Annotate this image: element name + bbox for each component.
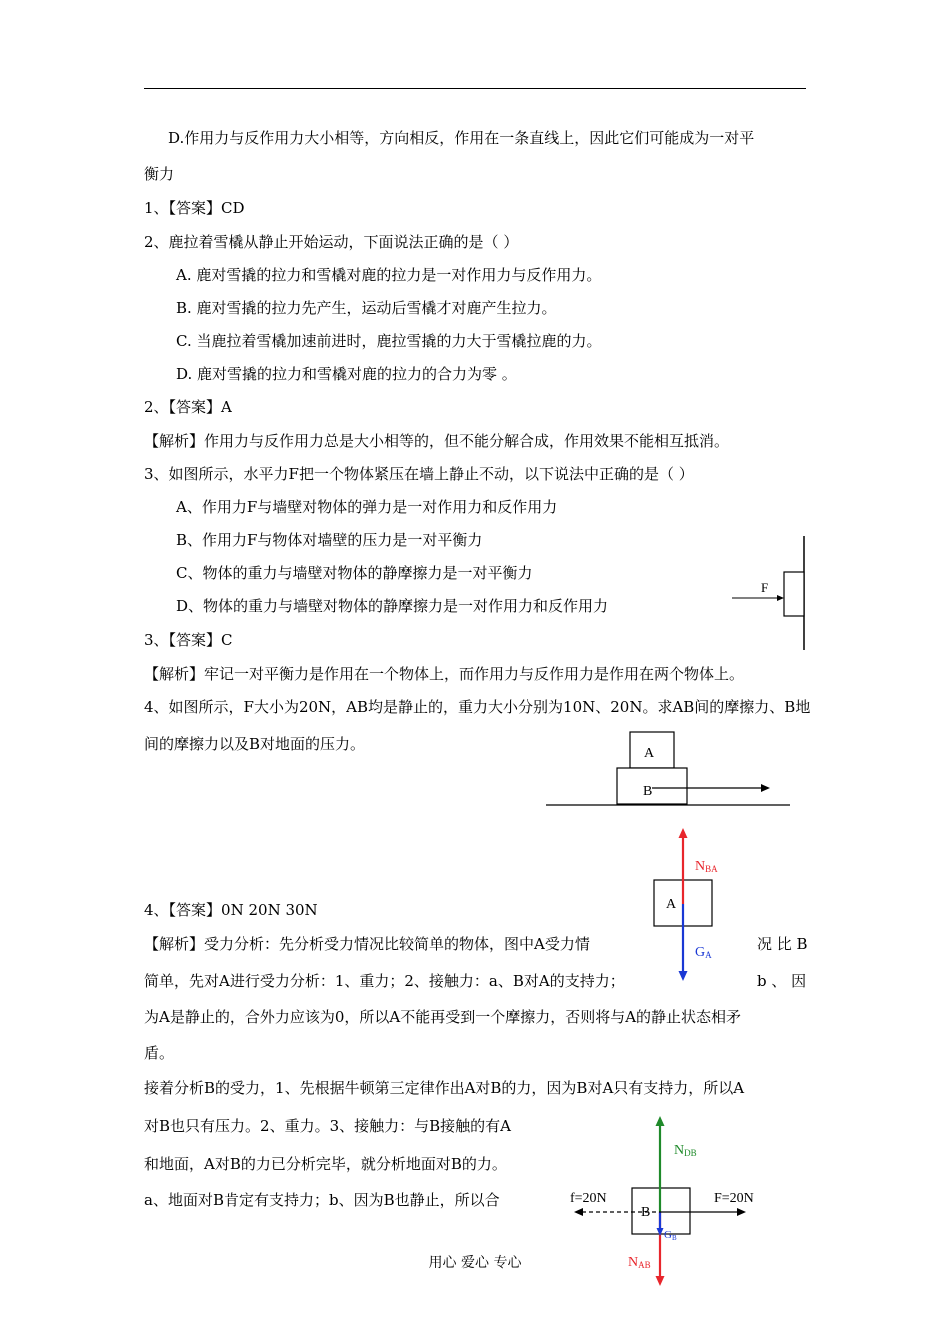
page-footer: 用心 爱心 专心 <box>428 1255 522 1271</box>
text-line: 简单，先对A进行受力分析：1、重力；2、接触力：a、B对A的支持力； <box>144 972 625 990</box>
text-line: b 、 因 <box>757 972 807 990</box>
text-line: 4、如图所示，F大小为20N，AB均是静止的，重力大小分别为10N、20N。求AB间的摩擦力、B地 <box>144 698 811 716</box>
normal-force-arrow-head <box>679 828 688 838</box>
text-line: a、地面对B肯定有支持力；b、因为B也静止，所以合 <box>144 1191 500 1209</box>
text-line: 和地面，A对B的力已分析完毕，就分析地面对B的力。 <box>144 1155 507 1173</box>
text-line: 接着分析B的受力，1、先根据牛顿第三定律作出A对B的力，因为B对A只有支持力，所以A <box>144 1079 745 1097</box>
text-line: D、物体的重力与墙壁对物体的静摩擦力是一对作用力和反作用力 <box>176 597 609 615</box>
text-line: 【解析】作用力与反作用力总是大小相等的，但不能分解合成，作用效果不能相互抵消。 <box>144 432 730 450</box>
text-line: C、物体的重力与墙壁对物体的静摩擦力是一对平衡力 <box>176 564 533 582</box>
friction-label: f=20N <box>570 1191 607 1206</box>
text-line: A、作用力F与墙壁对物体的弹力是一对作用力和反作用力 <box>176 498 558 516</box>
text-line: 2、【答案】A <box>144 398 232 416</box>
applied-force-arrow-head <box>737 1208 746 1216</box>
text-line: 4、【答案】0N 20N 30N <box>144 901 318 919</box>
text-line: B、作用力F与物体对墙壁的压力是一对平衡力 <box>176 531 483 549</box>
text-line: D.作用力与反作用力大小相等，方向相反，作用在一条直线上，因此它们可能成为一对平 <box>168 129 755 147</box>
text-line: B. 鹿对雪撬的拉力先产生，运动后雪橇才对鹿产生拉力。 <box>176 299 557 317</box>
wall-block <box>784 572 804 616</box>
text-line: 间的摩擦力以及B对地面的压力。 <box>144 735 366 753</box>
text-line: D. 鹿对雪撬的拉力和雪橇对鹿的拉力的合力为零 。 <box>176 365 517 383</box>
ground-support-arrow-head <box>656 1116 665 1126</box>
normal-force-label: NBA <box>695 859 718 874</box>
force-arrow-head <box>777 595 784 601</box>
text-line: 3、【答案】C <box>144 631 233 649</box>
text-line: 【解析】牢记一对平衡力是作用在一个物体上，而作用力与反作用力是作用在两个物体上。 <box>144 665 745 683</box>
force-label: F <box>761 580 769 595</box>
header-rule <box>144 88 806 89</box>
text-line: 对B也只有压力。2、重力。3、接触力：与B接触的有A <box>144 1117 511 1135</box>
text-line: 为A是静止的，合外力应该为0，所以A不能再受到一个摩擦力，否则将与A的静止状态相矛 <box>144 1008 742 1026</box>
stacked-blocks-figure <box>540 728 795 810</box>
fbd-a-block-label: A <box>666 897 677 912</box>
force-arrow-head <box>761 784 770 792</box>
text-line: 况 比 B <box>757 935 808 953</box>
gravity-label: GA <box>695 945 712 960</box>
fbd-b-block-label: B <box>641 1205 651 1220</box>
ground-support-label: NDB <box>674 1143 697 1158</box>
text-line: 【解析】受力分析：先分析受力情况比较简单的物体，图中A受力情 <box>144 935 590 953</box>
text-line: A. 鹿对雪撬的拉力和雪橇对鹿的拉力是一对作用力与反作用力。 <box>176 266 602 284</box>
gravity-b-label: GB <box>664 1229 677 1242</box>
pressure-label: NAB <box>628 1255 651 1270</box>
applied-force-label: F=20N <box>714 1191 754 1206</box>
text-line: 2、鹿拉着雪橇从静止开始运动，下面说法正确的是（ ） <box>144 233 519 251</box>
gravity-arrow-head <box>679 971 688 981</box>
text-line: 盾。 <box>144 1044 175 1062</box>
text-line: 3、如图所示，水平力F把一个物体紧压在墙上静止不动，以下说法中正确的是（ ） <box>144 465 694 483</box>
text-line: 衡力 <box>144 165 175 183</box>
pressure-arrow-head <box>656 1276 665 1286</box>
wall-figure <box>726 534 812 654</box>
text-line: C. 当鹿拉着雪橇加速前进时，鹿拉雪撬的力大于雪橇拉鹿的力。 <box>176 332 602 350</box>
text-line: 1、【答案】CD <box>144 199 245 217</box>
block-b-label: B <box>643 784 653 799</box>
friction-arrow-head <box>574 1208 583 1216</box>
block-a-label: A <box>644 746 655 761</box>
fbd-a-figure <box>640 824 740 988</box>
